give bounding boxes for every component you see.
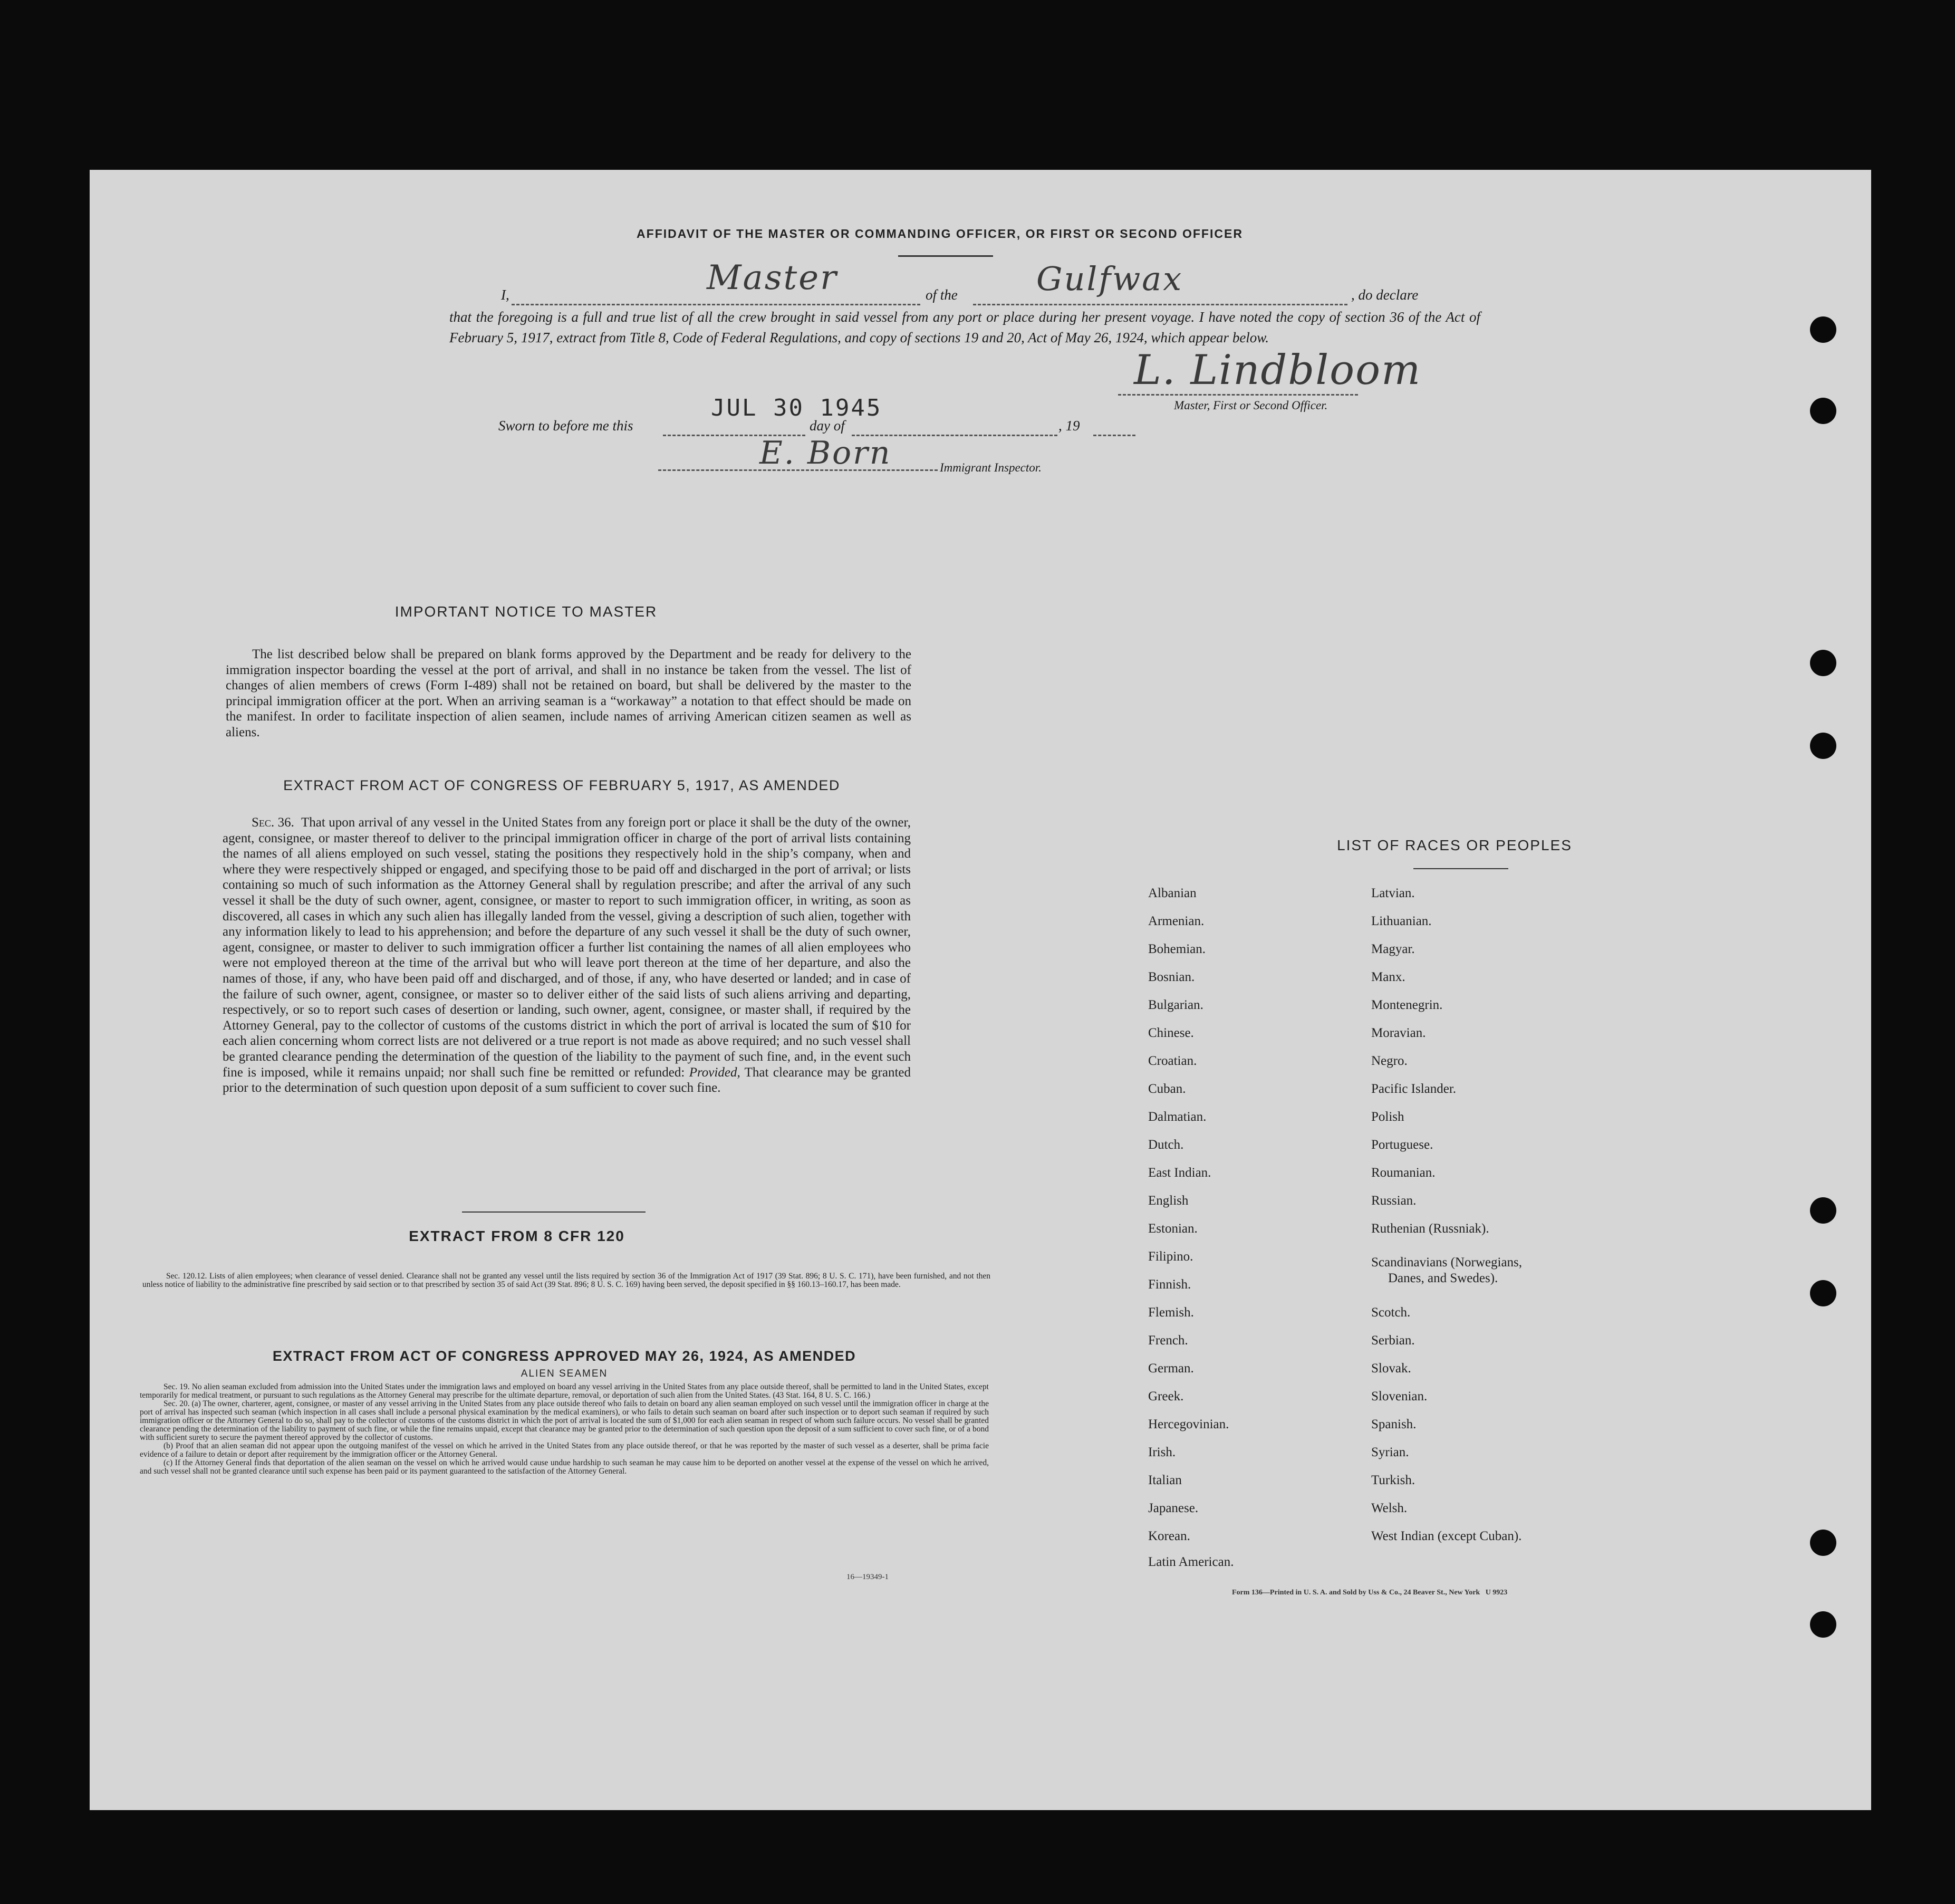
extract-1924-body [140, 1383, 989, 1476]
race-left-item: Armenian. [1148, 914, 1205, 928]
punch-hole [1810, 1530, 1836, 1556]
race-left-item: Japanese. [1148, 1501, 1199, 1515]
signature-caption: Master, First or Second Officer. [1174, 399, 1328, 412]
sec-36-end: That clearance may be granted prior to the determination of such question upon deposit of a sum sufficient to cover such fine. [223, 1065, 911, 1095]
extract-1924-title: EXTRACT FROM ACT OF CONGRESS APPROVED MAY 26, 1924, AS AMENDED [272, 1348, 856, 1364]
inspector-line [658, 469, 938, 471]
sec-20a: Sec. 20. (a) The owner, charterer, agent, consignee, or master of any vessel arriving in the United States from any place outside thereof who fails to detain on board any alien seaman employed on such vessel until the immigration officer in charge at the port of arrival has inspected such seaman (which inspection in all cases shall include a personal physical examination by the medical examiners), or who fails to detain such seaman on board after such inspection or to deport such seaman if required by such immigration officer or the Attorney General to do so, shall pay to the collector of customs of the customs district in which the port of arrival is located the sum of $1,000 for each alien seaman in respect of whom such failure occurs. No vessel shall be granted clearance pending the determination of the liability to payment of such fine, or while the fine remains unpaid, except that clearance may be granted prior to the determination of such question upon the deposit of a sum sufficient to cover such fine, or of a bond with sufficient surety to secure the payment thereof approved by the collector of customs. [140, 1399, 989, 1442]
sec-19: Sec. 19. No alien seaman excluded from admission into the United States under the immigration laws and employed on board any vessel arriving in the United States from any place outside thereof, shall be permitted to land in the United States, except temporarily for medical treatment, or pursuant to such regulations as the Attorney General may prescribe for the ultimate departure, removal, or deportation of such alien from the United States. (43 Stat. 164, 8 U. S. C. 166.) [140, 1382, 989, 1400]
inspector-caption: Immigrant Inspector. [940, 461, 1042, 474]
races-title: LIST OF RACES OR PEOPLES [1337, 837, 1572, 853]
race-right-item: Pacific Islander. [1371, 1082, 1457, 1096]
sec-36-label: Sec. 36. [252, 815, 294, 830]
race-right-item: Turkish. [1371, 1473, 1415, 1487]
document-sheet [90, 170, 1871, 1810]
label-of-the: of the [926, 287, 958, 303]
sec-20b: (b) Proof that an alien seaman did not appear upon the outgoing manifest of the vessel on which he arrived in the United States from any place outside thereof, or that he was reported by the master of such vessel as a deserter, shall be prima facie evidence of a failure to detain or deport after requirement by the immigration officer or the Attorney General. [140, 1441, 989, 1459]
master-signature: L. Lindbloom [1134, 347, 1422, 394]
sworn-month-line [852, 422, 1057, 436]
punch-hole [1810, 1197, 1836, 1224]
races-title-rule [1413, 868, 1508, 869]
affidavit-title: AFFIDAVIT OF THE MASTER OR COMMANDING OFFICER, OR FIRST OR SECOND OFFICER [637, 227, 1243, 241]
race-right-item: West Indian (except Cuban). [1371, 1529, 1522, 1543]
sworn-day-line [663, 422, 805, 436]
punch-hole [1810, 316, 1836, 343]
punch-hole [1810, 1611, 1836, 1638]
race-right-item: Slovenian. [1371, 1389, 1428, 1403]
signature-line [1118, 394, 1358, 396]
extract-1917-title: EXTRACT FROM ACT OF CONGRESS OF FEBRUARY 5, 1917, AS AMENDED [283, 777, 840, 793]
race-left-item: Chinese. [1148, 1026, 1194, 1040]
race-right-item: Montenegrin. [1371, 998, 1443, 1012]
race-left-item: Filipino. [1148, 1249, 1193, 1264]
label-i: I, [501, 287, 509, 303]
race-left-item: Bosnian. [1148, 970, 1195, 984]
punch-hole [1810, 1280, 1836, 1306]
race-left-item: Flemish. [1148, 1305, 1194, 1320]
race-right-item: Spanish. [1371, 1417, 1417, 1431]
notice-title: IMPORTANT NOTICE TO MASTER [394, 603, 658, 620]
provided-word: Provided, [689, 1065, 740, 1080]
race-left-item: Dalmatian. [1148, 1110, 1207, 1124]
race-left-item: Finnish. [1148, 1277, 1191, 1292]
cfr-body: Sec. 120.12. Lists of alien employees; when clearance of vessel denied. Clearance shall not be granted any vessel until the lists required by section 36 of the Immigration Act of 1917 (39 Stat. 896; 8 U. S. C. 171), have been furnished, and not then unless notice of liability to the administrative fine prescribed by said section or to that prescribed by section 35 of said Act (39 Stat. 896; 8 U. S. C. 169) having been served, the deposit specified in §§ 160.13–160.17, has been made. [142, 1272, 990, 1289]
race-left-item: Bulgarian. [1148, 998, 1203, 1012]
race-right-item-cont: Danes, and Swedes). [1388, 1271, 1498, 1285]
label-do-declare: , do declare [1351, 287, 1419, 303]
race-right-item: Negro. [1371, 1054, 1408, 1068]
affidavit-line1 [501, 287, 1532, 308]
cfr-title: EXTRACT FROM 8 CFR 120 [409, 1228, 625, 1244]
form-code: 16—19349-1 [846, 1573, 889, 1581]
extract-1917-rule [462, 1211, 646, 1213]
race-left-item: Latin American. [1148, 1555, 1234, 1569]
race-left-item: Irish. [1148, 1445, 1176, 1459]
date-stamp: JUL 30 1945 [711, 395, 882, 421]
sworn-year: , 19 [1058, 418, 1080, 434]
race-left-item: East Indian. [1148, 1166, 1211, 1180]
race-left-item: Italian [1148, 1473, 1182, 1487]
handwritten-master: Master [707, 258, 838, 297]
race-right-item: Moravian. [1371, 1026, 1426, 1040]
race-right-item: Roumanian. [1371, 1166, 1436, 1180]
sworn-day-of: day of [810, 418, 845, 434]
punch-hole [1810, 650, 1836, 676]
race-left-item: English [1148, 1194, 1189, 1208]
handwritten-vessel-name: Gulfwax [1036, 259, 1183, 298]
affidavit-title-rule [898, 255, 993, 257]
sec-20c: (c) If the Attorney General finds that deportation of the alien seaman on the vessel on which he arrived would cause undue hardship to such seaman he may cause him to be deported on another vessel at the expense of the vessel on which he arrived, and such vessel shall not be granted clearance until such expense has been paid or its payment guaranteed to the satisfaction of the Attorney General. [140, 1458, 989, 1476]
race-right-item: Scotch. [1371, 1305, 1411, 1320]
race-right-item: Latvian. [1371, 886, 1415, 900]
race-right-item: Slovak. [1371, 1361, 1411, 1376]
race-right-item: Lithuanian. [1371, 914, 1432, 928]
notice-body: The list described below shall be prepared on blank forms approved by the Department and be ready for delivery to the immigration inspector boarding the vessel at the port of arrival, and shall in no instance be taken from the vessel. The list of changes of alien members of crews (Form I-489) shall not be retained on board, but shall be delivered by the master to the principal immigration officer at the port. When an arriving seaman is a “workaway” a notation to that effect should be made on the manifest. In order to facilitate inspection of alien seamen, include names of arriving American citizen seamen as well as aliens. [226, 647, 911, 739]
race-left-item: Estonian. [1148, 1222, 1198, 1236]
race-left-item: Greek. [1148, 1389, 1184, 1403]
race-right-item: Syrian. [1371, 1445, 1409, 1459]
race-left-item: Bohemian. [1148, 942, 1206, 956]
race-left-item: Albanian [1148, 886, 1197, 900]
punch-hole [1810, 733, 1836, 759]
sec-36-text: That upon arrival of any vessel in the United States from any foreign port or place it shall be the duty of the owner, agent, consignee, or master thereof to deliver to the principal immigration officer in charge of the port of arrival lists containing the names of all aliens employed on such vessel, stating the positions they respectively hold in the ship’s company, when and where they were respectively shipped or engaged, and specifying those to be paid off and discharged in the port of arrival; or lists containing so much of such information as the Attorney General shall by regulation prescribe; and after the arrival of any such vessel it shall be the duty of such owner, agent, consignee, or master to report to such immigration officer, in writing, as soon as discovered, all cases in which any such alien has illegally landed from the vessel, giving a description of such alien, together with any information likely to lead to his apprehension; and before the departure of any such vessel it shall be the duty of such owner, agent, consignee, or master to deliver to such immigration officer a further list containing the names of all alien employees who were not employed thereon at the time of the arrival but who will leave port thereon at the time of her departure, and also the names of those, if any, who have been paid off and discharged, and of those, if any, who have deserted or landed; and in case of the failure of such owner, agent, consignee, or master so to deliver either of the said lists of such aliens arriving and departing, respectively, or so to report such cases of desertion or landing, such owner, agent, consignee, or master shall, if required by the Attorney General, pay to the collector of customs of the customs district in which the port of arrival is located the sum of $10 for each alien concerning whom correct lists are not delivered or a true report is not made as above required; and no such vessel shall be granted clearance pending the determination of the question of the liability to the payment of such fine, and, in the event such fine is imposed, while it remains unpaid; nor shall such fine be remitted or refunded: [223, 815, 911, 1080]
affidavit-body: that the foregoing is a full and true list of all the crew brought in said vessel from any port or place during her present voyage. I have noted the copy of section 36 of the Act of February 5, 1917, extract from Title 8, Code of Federal Regulations, and copy of sections 19 and 20, Act of May 26, 1924, which appear below. [449, 309, 1480, 345]
race-right-item: Scandinavians (Norwegians, [1371, 1255, 1523, 1270]
printer-note: Form 136—Printed in U. S. A. and Sold by Uss & Co., 24 Beaver St., New York U 9923 [1232, 1589, 1508, 1597]
race-right-item: Ruthenian (Russniak). [1371, 1222, 1489, 1236]
race-left-item: Dutch. [1148, 1138, 1184, 1152]
punch-hole [1810, 398, 1836, 424]
race-left-item: Hercegovinian. [1148, 1417, 1229, 1431]
sworn-label: Sworn to before me this [498, 418, 633, 434]
race-left-item: French. [1148, 1333, 1188, 1348]
race-right-item: Russian. [1371, 1194, 1417, 1208]
race-right-item: Portuguese. [1371, 1138, 1433, 1152]
race-left-item: Korean. [1148, 1529, 1190, 1543]
race-left-item: Cuban. [1148, 1082, 1186, 1096]
race-right-item: Welsh. [1371, 1501, 1408, 1515]
inspector-signature: E. Born [759, 435, 892, 472]
extract-1924-subtitle: ALIEN SEAMEN [521, 1368, 608, 1379]
race-right-item: Magyar. [1371, 942, 1415, 956]
race-left-item: German. [1148, 1361, 1194, 1376]
race-right-item: Serbian. [1371, 1333, 1415, 1348]
race-left-item: Croatian. [1148, 1054, 1197, 1068]
race-right-item: Polish [1371, 1110, 1404, 1124]
sworn-year-line [1093, 422, 1135, 436]
extract-1917-body [223, 815, 911, 1096]
race-right-item: Manx. [1371, 970, 1405, 984]
